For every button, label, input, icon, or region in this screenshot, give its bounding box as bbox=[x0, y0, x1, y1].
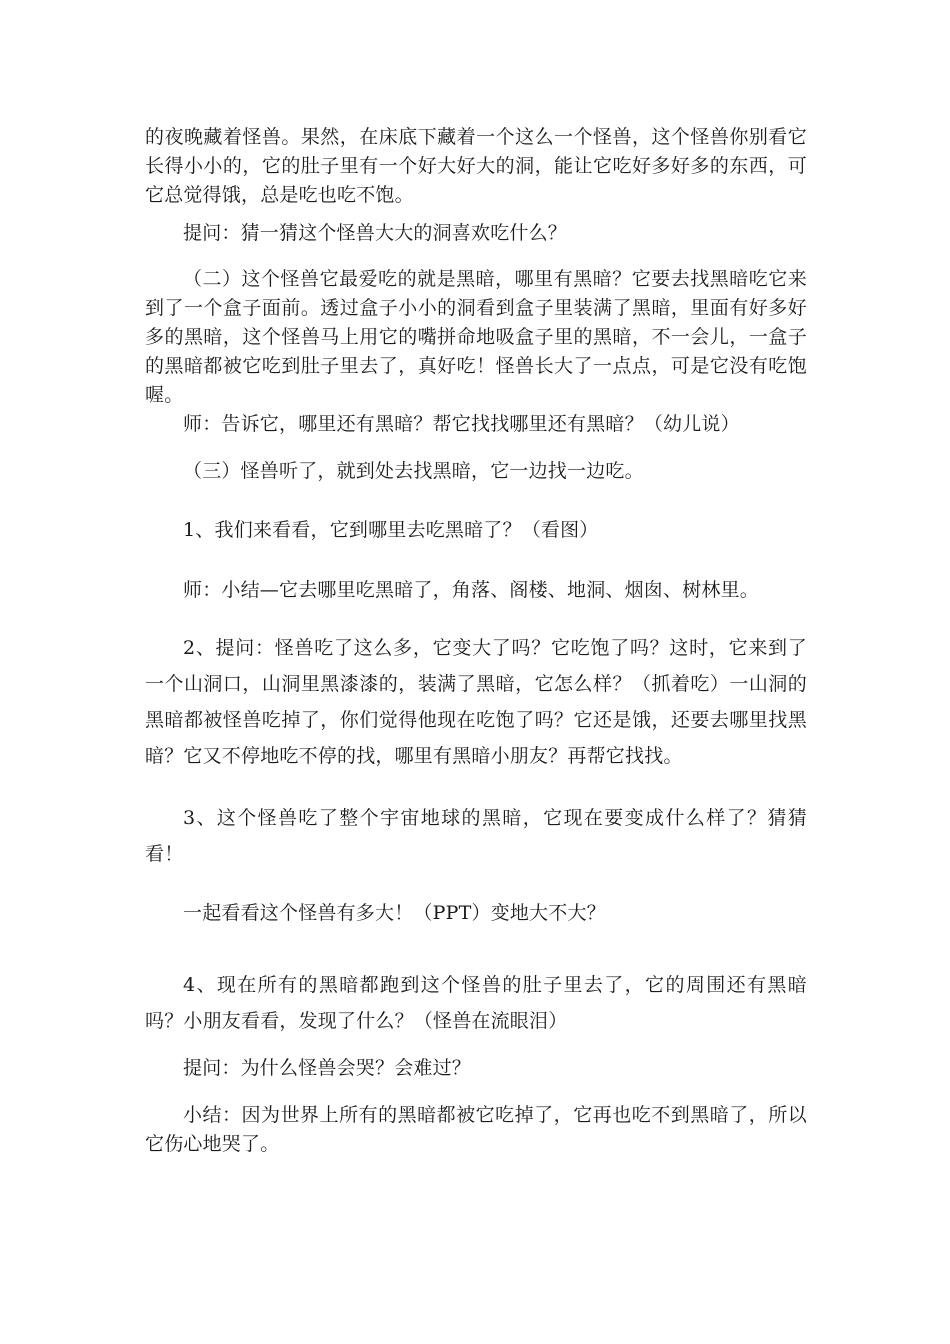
paragraph-look-together: 一起看看这个怪兽有多大！（PPT）变地大不大？ bbox=[183, 902, 606, 924]
paragraph-teacher-summary: 师：小结—它去哪里吃黑暗了，角落、阁楼、地洞、烟囱、树林里。 bbox=[183, 579, 760, 601]
paragraph-section-two: （二）这个怪兽它最爱吃的就是黑暗，哪里有黑暗？它要去找黑暗吃它来到了一个盒子面前。透过盒子小小的洞看到盒子里装满了黑暗，里面有好多好多的黑暗，这个怪兽马上用它的嘴拼命地吸盒子里的黑暗，不一会儿，一盒子的黑暗都被它吃到肚子里去了，真好吃！怪兽长大了一点点，可是它没有吃饱喔。 bbox=[145, 268, 807, 406]
paragraph-teacher-ask: 师：告诉它，哪里还有黑暗？帮它找找哪里还有黑暗？（幼儿说） bbox=[183, 413, 740, 435]
paragraph-step-3: 3、这个怪兽吃了整个宇宙地球的黑暗，它现在要变成什么样了？猜猜看！ bbox=[145, 807, 807, 865]
paragraph-section-three: （三）怪兽听了，就到处去找黑暗，它一边找一边吃。 bbox=[183, 460, 644, 482]
paragraph-step-4: 4、现在所有的黑暗都跑到这个怪兽的肚子里去了，它的周围还有黑暗吗？小朋友看看，发现了什么？（怪兽在流眼泪） bbox=[145, 974, 807, 1032]
paragraph-step-2: 2、提问：怪兽吃了这么多，它变大了吗？它吃饱了吗？这时，它来到了一个山洞口，山洞里黑漆漆的，装满了黑暗，它怎么样？（抓着吃）一山洞的黑暗都被怪兽吃掉了，你们觉得他现在吃饱了吗？它还是饿，还要去哪里找黑暗？它又不停地吃不停的找，哪里有黑暗小朋友？再帮它找找。 bbox=[145, 637, 807, 767]
paragraph-final-summary: 小结：因为世界上所有的黑暗都被它吃掉了，它再也吃不到黑暗了，所以它伤心地哭了。 bbox=[145, 1104, 807, 1155]
paragraph-step-1: 1、我们来看看，它到哪里去吃黑暗了？（看图） bbox=[183, 519, 599, 541]
paragraph-question-cry: 提问：为什么怪兽会哭？会难过？ bbox=[183, 1057, 472, 1079]
paragraph-monster-intro: 的夜晚藏着怪兽。果然，在床底下藏着一个这么一个怪兽，这个怪兽你别看它长得小小的，它的肚子里有一个好大好大的洞，能让它吃好多好多的东西，可它总觉得饿，总是吃也吃不饱。 bbox=[145, 126, 807, 206]
paragraph-question-guess: 提问：猜一猜这个怪兽大大的洞喜欢吃什么？ bbox=[183, 222, 568, 244]
